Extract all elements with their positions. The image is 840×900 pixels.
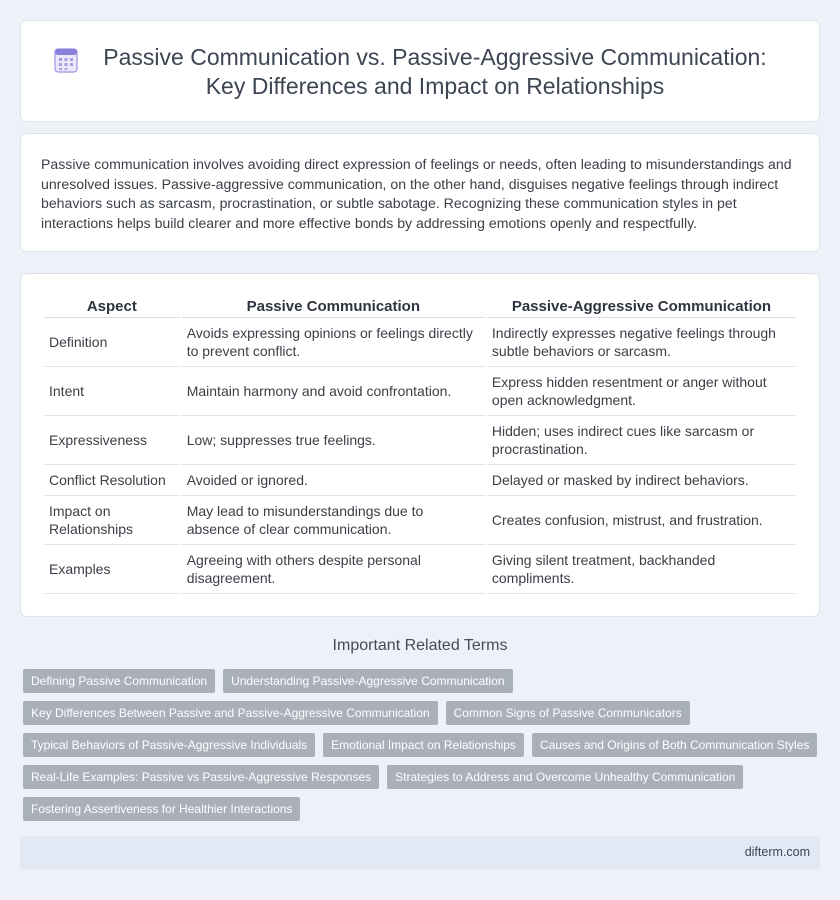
related-tag[interactable]: Causes and Origins of Both Communication Styles [532,733,817,757]
row-aspect: Conflict Resolution [44,465,180,496]
related-tag[interactable]: Common Signs of Passive Communicators [446,701,690,725]
row-aspect: Impact on Relationships [44,496,180,545]
row-aspect: Examples [44,545,180,594]
table-row [44,465,796,496]
row-aspect: Expressiveness [44,416,180,465]
comparison-table [42,296,798,594]
related-tag[interactable]: Defining Passive Communication [23,669,215,693]
table-header-row [44,296,796,318]
related-tag[interactable]: Fostering Assertiveness for Healthier Interactions [23,797,300,821]
row-passive: May lead to misunderstandings due to absence of clear communication. [182,496,485,545]
page-title-line-2: Key Differences and Impact on Relationships [205,73,665,99]
row-passive: Avoided or ignored. [182,465,485,496]
comparison-table-card [20,273,820,617]
related-tag[interactable]: Understanding Passive-Aggressive Communication [223,669,512,693]
related-tag[interactable]: Key Differences Between Passive and Passive-Aggressive Communication [23,701,438,725]
footer [20,836,820,870]
table-row [44,367,796,416]
row-passive-aggressive: Delayed or masked by indirect behaviors. [487,465,796,496]
title-card [20,20,820,122]
header-passive-aggressive: Passive-Aggressive Communication [487,296,796,318]
table-row [44,318,796,367]
row-aspect: Intent [44,367,180,416]
header-passive: Passive Communication [182,296,485,318]
row-passive: Low; suppresses true feelings. [182,416,485,465]
intro-paragraph: Passive communication involves avoiding direct expression of feelings or needs, often leading to misunderstandings and unresolved issues. Passive-aggressive communication, on the other hand, disguises negative feelings through indirect behaviors such as sarcasm, procrastination, or subtle sabotage. Recognizing these communication styles in pet interactions helps build clearer and more effective bonds by addressing emotions openly and respectfully. [41,156,792,231]
table-row [44,416,796,465]
footer-site[interactable]: difterm.com [744,845,810,859]
row-passive-aggressive: Hidden; uses indirect cues like sarcasm or procrastination. [487,416,796,465]
row-passive-aggressive: Creates confusion, mistrust, and frustration. [487,496,796,545]
header-aspect: Aspect [44,296,180,318]
row-passive: Maintain harmony and avoid confrontation. [182,367,485,416]
table-row [44,496,796,545]
row-aspect: Definition [44,318,180,367]
page-title-line-1: Passive Communication vs. Passive-Aggressive Communication: [103,44,767,70]
related-terms-title: Important Related Terms [332,637,508,654]
related-tag[interactable]: Real-Life Examples: Passive vs Passive-Aggressive Responses [23,765,379,789]
row-passive-aggressive: Indirectly expresses negative feelings through subtle behaviors or sarcasm. [487,318,796,367]
row-passive-aggressive: Giving silent treatment, backhanded compliments. [487,545,796,594]
intro-card [20,133,820,252]
table-row [44,545,796,594]
related-tag[interactable]: Strategies to Address and Overcome Unhealthy Communication [387,765,743,789]
related-terms-tags [23,669,823,829]
row-passive-aggressive: Express hidden resentment or anger without open acknowledgment. [487,367,796,416]
page-title [21,43,819,101]
related-tag[interactable]: Emotional Impact on Relationships [323,733,524,757]
row-passive: Avoids expressing opinions or feelings directly to prevent conflict. [182,318,485,367]
related-tag[interactable]: Typical Behaviors of Passive-Aggressive Individuals [23,733,315,757]
row-passive: Agreeing with others despite personal disagreement. [182,545,485,594]
